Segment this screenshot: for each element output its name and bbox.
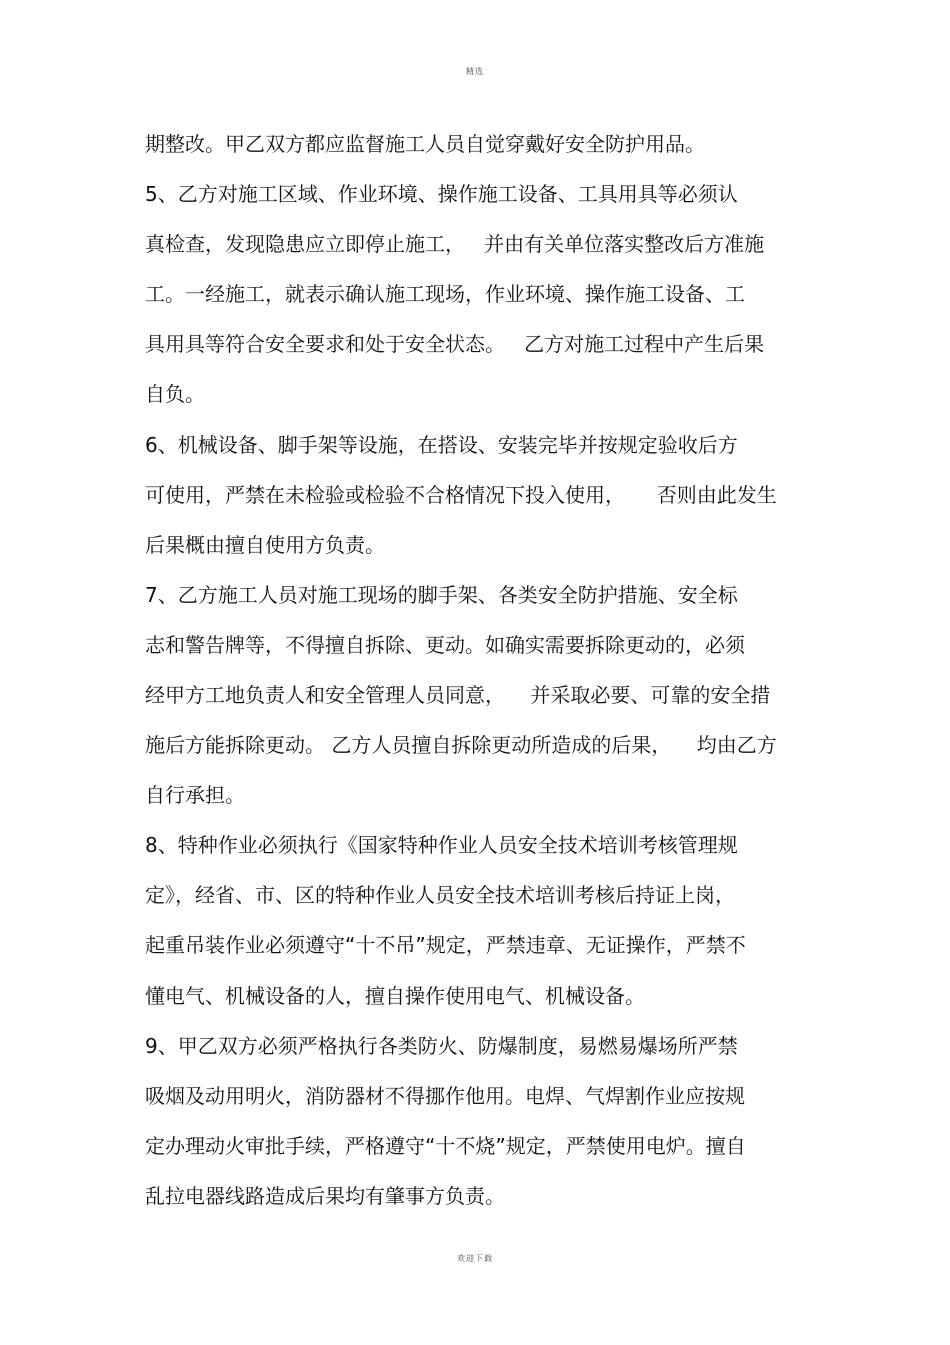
body-line: 8、特种作业必须执行《国家特种作业人员安全技术培训考核管理规 (145, 833, 738, 857)
body-line: 后果概由擅自使用方负责。 (145, 533, 385, 557)
page-header-mark: 精选 (466, 67, 484, 76)
body-line: 7、乙方施工人员对施工现场的脚手架、各类安全防护措施、安全标 (145, 583, 738, 607)
body-line: 懂电气、机械设备的人，擅自操作使用电气、机械设备。 (145, 984, 645, 1008)
body-line: 可使用，严禁在未检验或检验不合格情况下投入使用， 否则由此发生 (145, 483, 777, 507)
body-line: 乱拉电器线路造成后果均有肇事方负责。 (145, 1184, 505, 1208)
body-line: 经甲方工地负责人和安全管理人员同意， 并采取必要、可靠的安全措 (145, 683, 771, 707)
body-line: 施后方能拆除更动。 乙方人员擅自拆除更动所造成的后果， 均由乙方 (145, 733, 777, 757)
body-line: 自负。 (145, 382, 205, 406)
body-line: 具用具等符合安全要求和处于安全状态。 乙方对施工过程中产生后果 (145, 332, 765, 356)
body-line: 自行承担。 (145, 783, 245, 807)
body-line: 定》，经省、市、区的特种作业人员安全技术培训考核后持证上岗， (145, 883, 735, 907)
body-line: 定办理动火审批手续，严格遵守“十不烧”规定，严禁使用电炉。擅自 (145, 1134, 746, 1158)
body-line: 真检查，发现隐患应立即停止施工， 并由有关单位落实整改后方准施 (145, 232, 765, 256)
body-line: 志和警告牌等，不得擅自拆除、更动。如确实需要拆除更动的，必须 (145, 633, 745, 657)
body-line: 起重吊装作业必须遵守“十不吊”规定，严禁违章、无证操作，严禁不 (145, 933, 746, 957)
body-line: 工。一经施工，就表示确认施工现场，作业环境、操作施工设备、工 (145, 282, 745, 306)
page-footer-mark: 欢迎下载 (457, 1254, 493, 1263)
body-line: 6、机械设备、脚手架等设施，在搭设、安装完毕并按规定验收后方 (145, 433, 738, 457)
body-line: 5、乙方对施工区域、作业环境、操作施工设备、工具用具等必须认 (145, 182, 738, 206)
body-line: 吸烟及动用明火，消防器材不得挪作他用。电焊、气焊割作业应按规 (145, 1084, 745, 1108)
body-line: 9、甲乙双方必须严格执行各类防火、防爆制度，易燃易爆场所严禁 (145, 1034, 738, 1058)
body-line: 期整改。甲乙双方都应监督施工人员自觉穿戴好安全防护用品。 (145, 132, 705, 156)
